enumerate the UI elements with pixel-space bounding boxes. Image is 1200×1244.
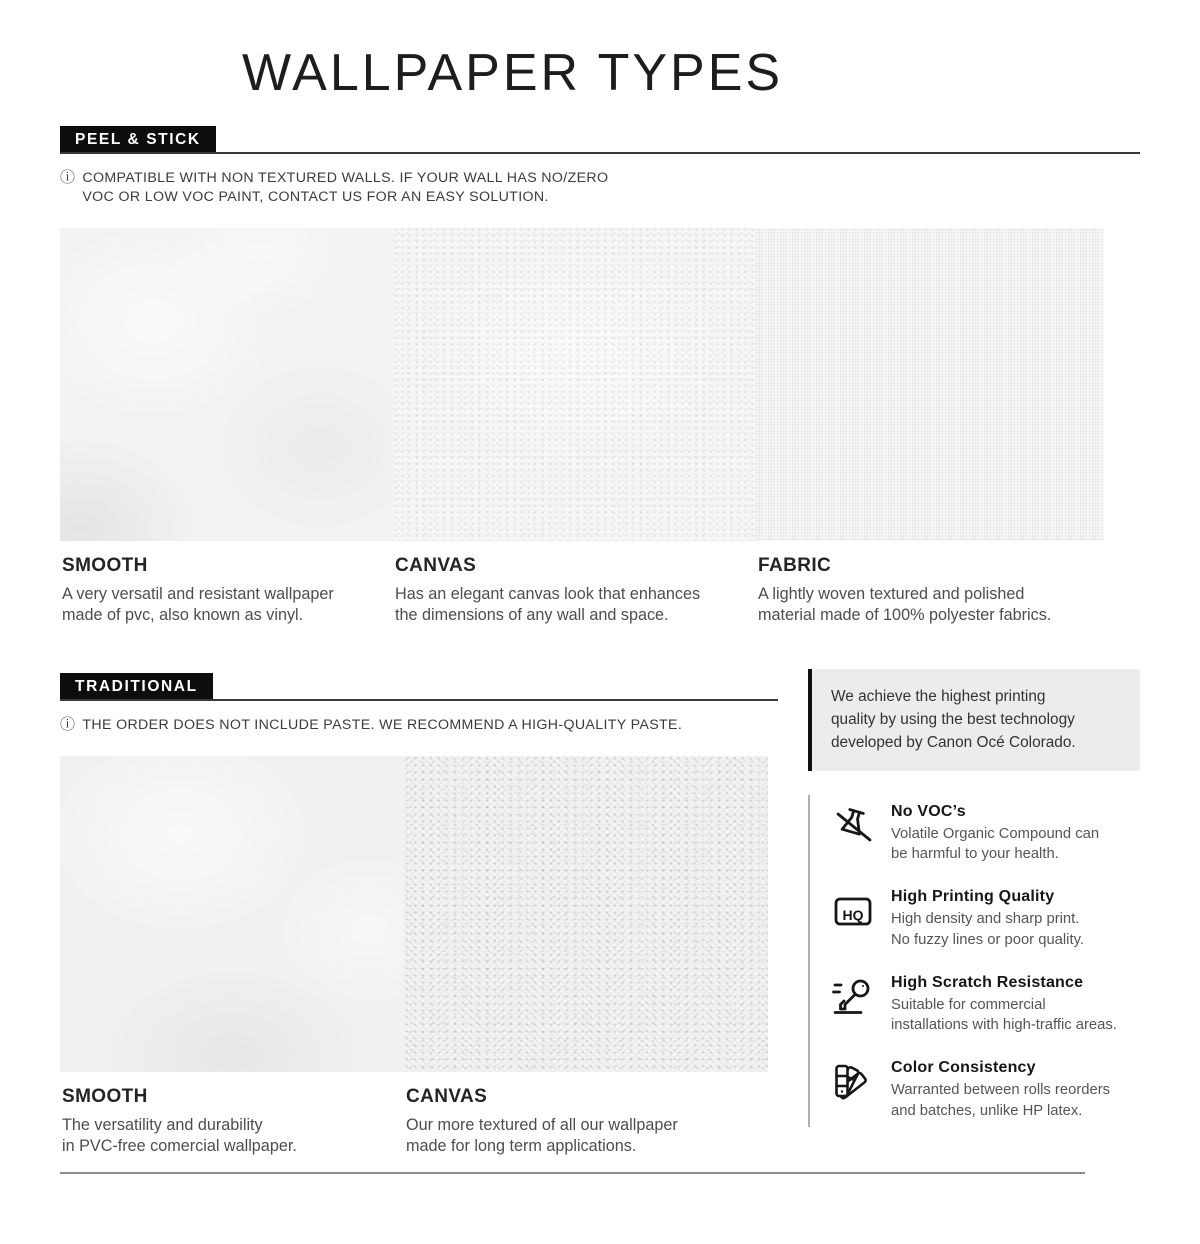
feature-title: No VOC’s xyxy=(891,802,966,820)
traditional-note xyxy=(60,716,778,735)
swatch-canvas-peel-stick xyxy=(393,228,756,627)
swatch-name: CANVAS xyxy=(406,1085,488,1107)
traditional-left-column xyxy=(60,651,778,1158)
swatch-description: A lightly woven textured and polished material made of 100% polyester fabrics. xyxy=(758,584,1052,625)
smooth-pvc-free-texture-image xyxy=(60,756,404,1072)
peel-stick-note xyxy=(60,169,1140,206)
scratch-key-icon xyxy=(831,975,875,1019)
page-title: WALLPAPER TYPES xyxy=(242,44,784,102)
swatch-smooth-peel-stick xyxy=(60,228,393,627)
bottom-divider-rule xyxy=(60,1172,1085,1174)
traditional-label: TRADITIONAL xyxy=(60,673,213,700)
feature-description: Warranted between rolls reorders and batches, unlike HP latex. xyxy=(891,1081,1111,1119)
canvas-weave-texture-image xyxy=(393,228,756,541)
swatch-name: SMOOTH xyxy=(62,554,148,576)
swatch-description: A very versatil and resistant wallpaper made of pvc, also known as vinyl. xyxy=(62,584,334,625)
swatch-description: The versatility and durability in PVC-free comercial wallpaper. xyxy=(62,1115,297,1156)
color-swatchbook-icon xyxy=(831,1060,875,1104)
feature-description: High density and sharp print. No fuzzy lines or poor quality. xyxy=(891,911,1084,948)
feature-color-consistency xyxy=(831,1059,1140,1121)
traditional-swatch-row xyxy=(60,756,778,1158)
quality-callout: We achieve the highest printing quality by using the best technology developed by Canon Océ Colorado. xyxy=(808,669,1140,771)
info-circle-icon: ⓘ xyxy=(60,169,76,187)
swatch-fabric-peel-stick xyxy=(756,228,1104,627)
svg-text:HQ: HQ xyxy=(842,907,864,924)
feature-description: Volatile Organic Compound can be harmful to your health. xyxy=(891,825,1100,863)
feature-list xyxy=(808,795,1140,1128)
peel-stick-header-rule xyxy=(60,126,1140,155)
printing-quality-panel xyxy=(808,669,1140,1158)
feature-high-printing-quality xyxy=(831,888,1140,950)
swatch-smooth-traditional xyxy=(60,756,404,1158)
wallpaper-types-sheet xyxy=(0,44,1200,1174)
feature-no-voc xyxy=(831,803,1140,865)
rough-canvas-texture-image xyxy=(404,756,768,1072)
feature-title: Color Consistency xyxy=(891,1058,1036,1076)
swatch-name: CANVAS xyxy=(395,554,477,576)
swatch-canvas-traditional xyxy=(404,756,768,1158)
section-peel-and-stick xyxy=(60,126,1140,627)
feature-title: High Printing Quality xyxy=(891,888,1055,906)
peel-stick-note-text: COMPATIBLE WITH NON TEXTURED WALLS. IF YOUR WALL HAS NO/ZERO VOC OR LOW VOC PAINT, CONTACT US FOR AN EASY SOLUTION. xyxy=(82,170,609,206)
feature-description: Suitable for commercial installations with high-traffic areas. xyxy=(891,996,1117,1034)
smooth-vinyl-texture-image xyxy=(60,228,393,541)
swatch-description: Our more textured of all our wallpaper made for long term applications. xyxy=(406,1115,678,1156)
section-traditional xyxy=(60,651,1140,1158)
polyester-fabric-texture-image xyxy=(756,228,1104,541)
swatch-name: SMOOTH xyxy=(62,1085,148,1107)
swatch-name: FABRIC xyxy=(758,554,832,576)
traditional-note-text: THE ORDER DOES NOT INCLUDE PASTE. WE RECOMMEND A HIGH-QUALITY PASTE. xyxy=(82,717,683,734)
traditional-header-rule xyxy=(60,673,778,702)
hq-badge-icon xyxy=(831,889,875,933)
swatch-description: Has an elegant canvas look that enhances the dimensions of any wall and space. xyxy=(395,584,701,625)
peel-stick-label: PEEL & STICK xyxy=(60,126,216,153)
info-circle-icon: ⓘ xyxy=(60,716,76,734)
peel-stick-swatch-row xyxy=(60,228,1140,627)
no-voc-flask-icon xyxy=(831,804,875,848)
feature-high-scratch-resistance xyxy=(831,974,1140,1036)
feature-title: High Scratch Resistance xyxy=(891,973,1084,991)
